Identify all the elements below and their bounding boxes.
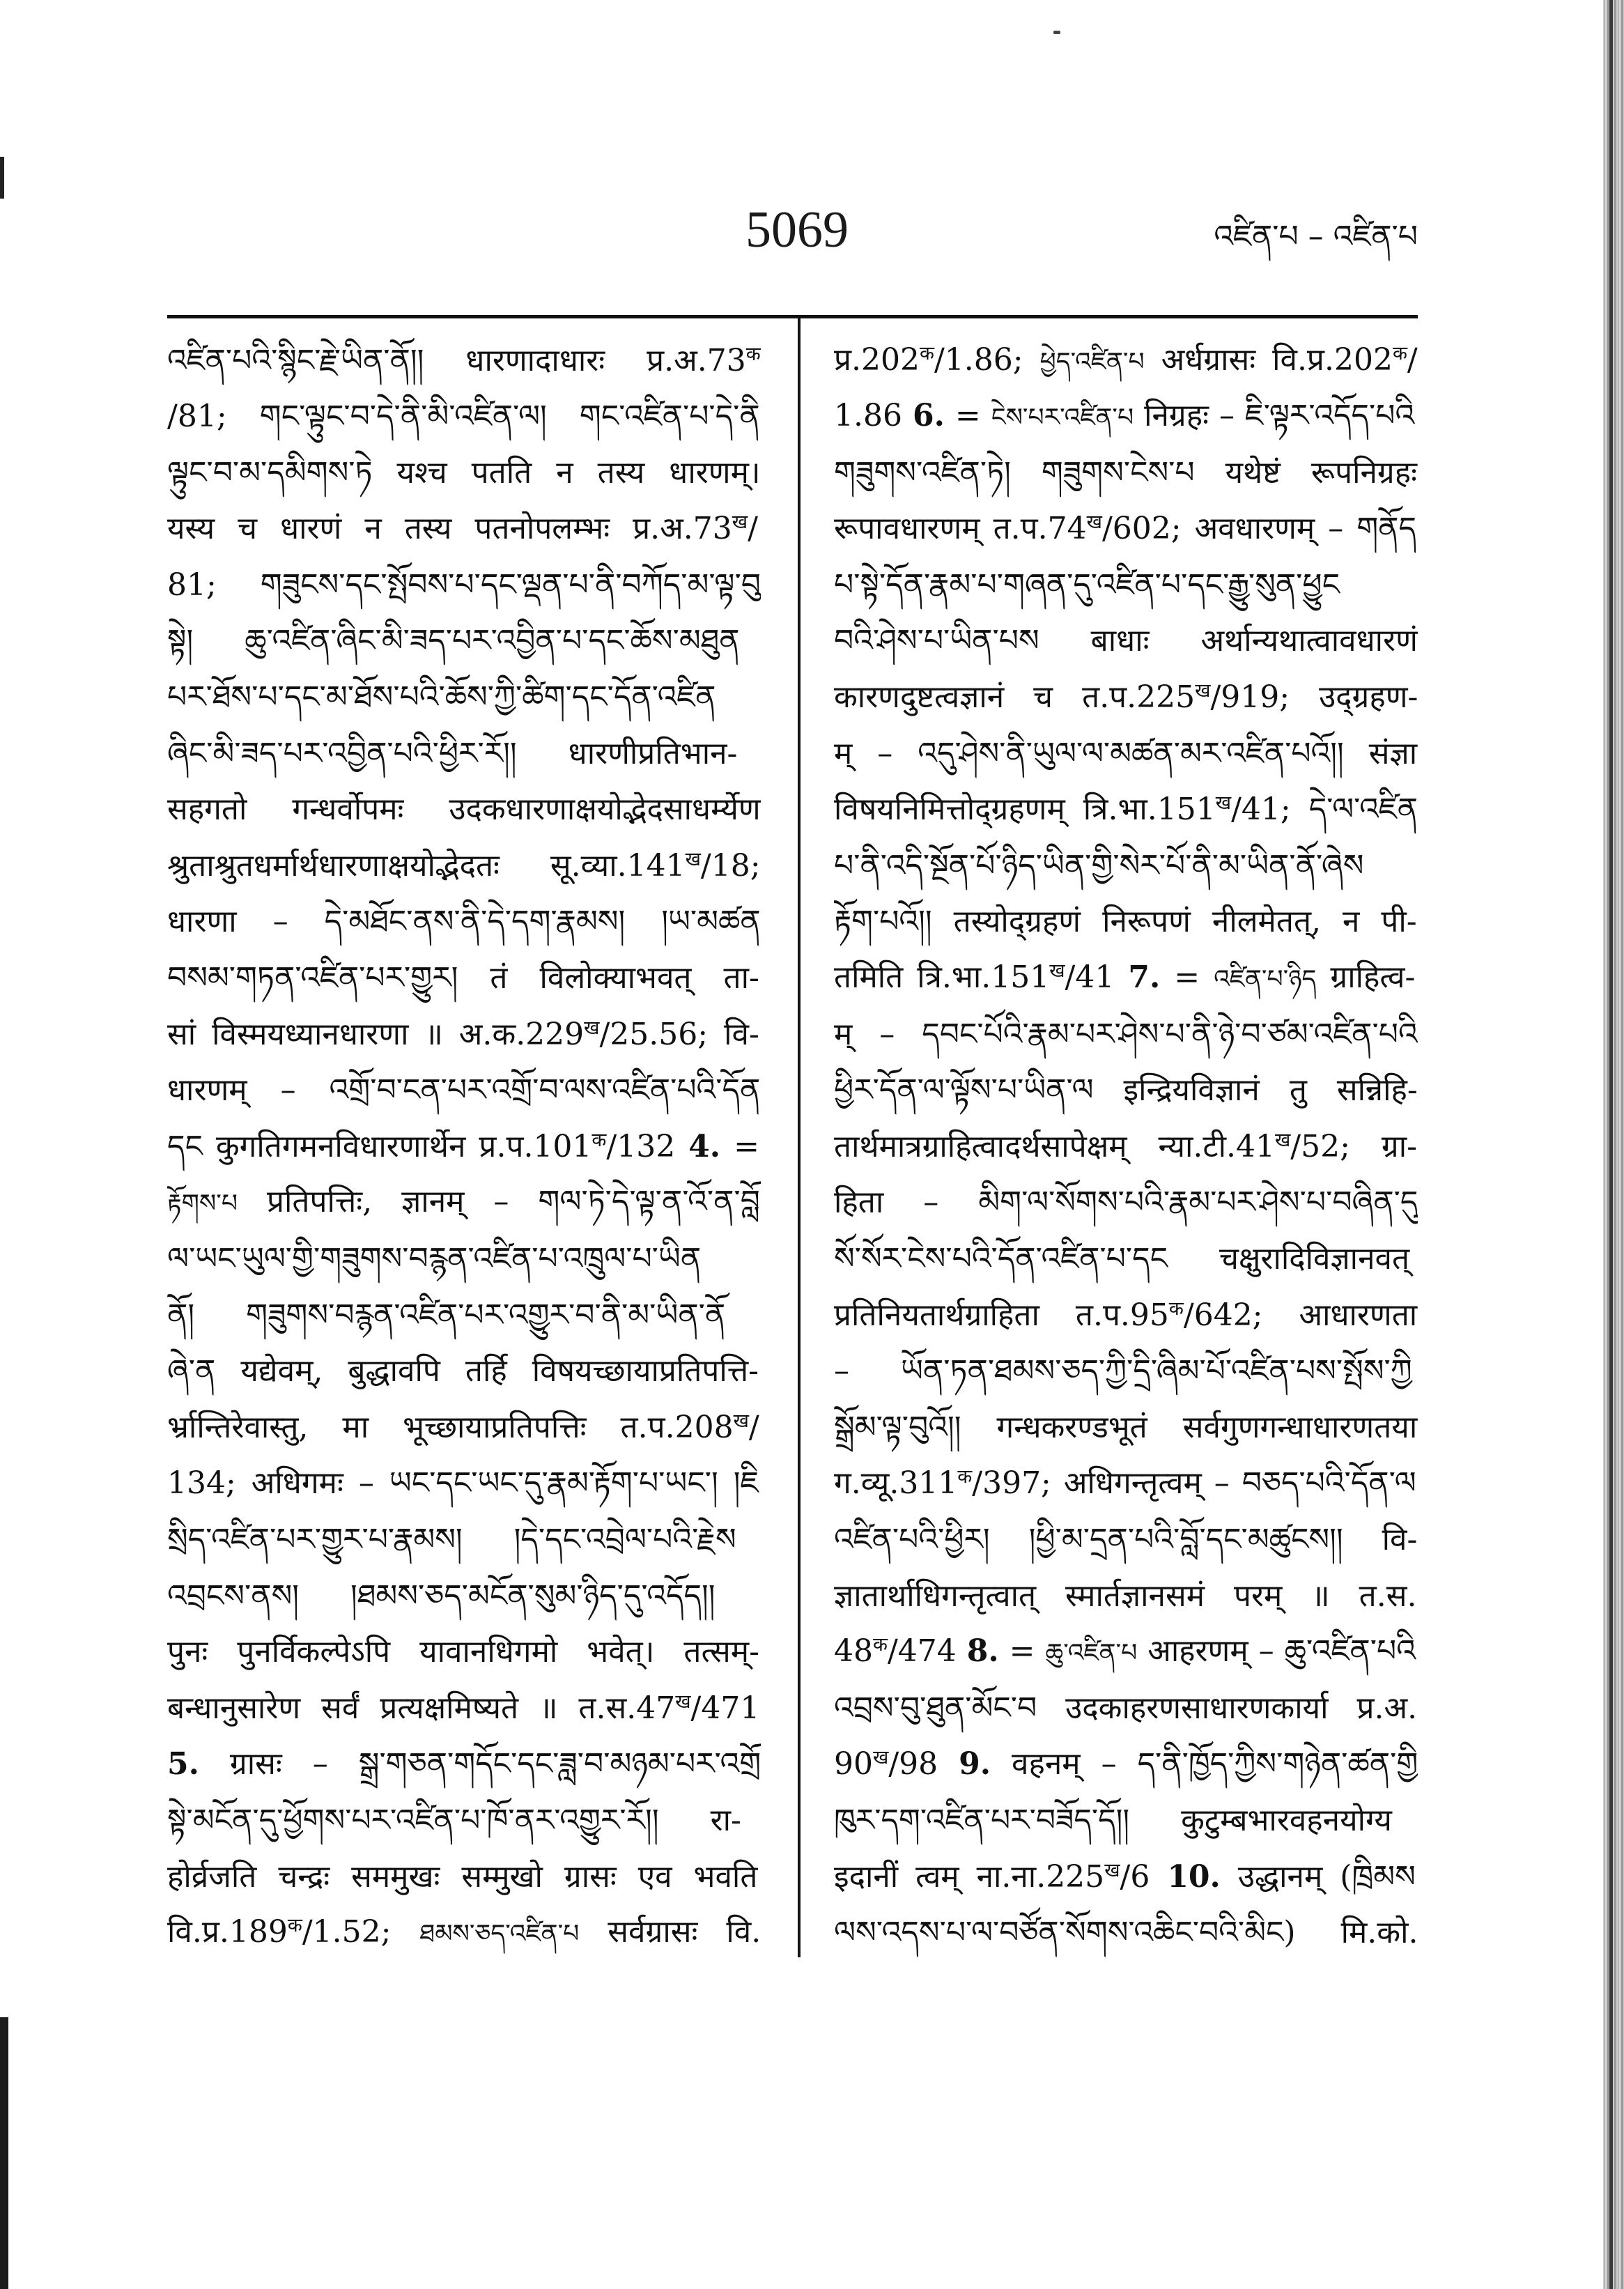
- text-line: [834, 1230, 1418, 1286]
- text-line: [167, 1679, 761, 1735]
- text-segment: म् – འདུ་ཤེས་ནི་ཡུལ་ལ་མཚན་མར་འཛིན་པའོ།། संज्ञा: [834, 735, 1418, 771]
- entry-number: 9.: [959, 1746, 991, 1782]
- text-line: [167, 1735, 761, 1791]
- text-line: [167, 555, 761, 612]
- line-content: [167, 726, 737, 780]
- line-content: [834, 1793, 1392, 1847]
- text-line: [167, 668, 761, 725]
- text-segment: श्रुताश्रुतधर्मार्थधारणाक्षयोद्भेदतः सू.व्या.141: [167, 847, 686, 884]
- text-segment: – ཡོན་ཏན་ཐམས་ཅད་ཀྱི་དྲི་ཞིམ་པོ་འཛིན་པས་སྤོས་ཀྱི: [834, 1353, 1412, 1389]
- line-content: [834, 1288, 1417, 1342]
- entry-number: 7.: [1128, 959, 1161, 996]
- text-segment: /919; उद्ग्रहण-: [1210, 679, 1418, 716]
- text-segment: གཟུགས་འཛིན་ཏེ། གཟུགས་ངེས་པ यथेष्टं रूपनिग्रहः: [834, 454, 1417, 491]
- line-content: [834, 950, 1415, 1005]
- left-column: [167, 331, 761, 1959]
- text-segment: =: [998, 1633, 1046, 1670]
- text-line: [167, 724, 761, 780]
- entry-number: 4.: [688, 1128, 721, 1164]
- scan-edge-right: [1603, 0, 1624, 2289]
- folio-side-superscript: ख: [584, 1017, 600, 1039]
- text-segment: =: [720, 1128, 759, 1164]
- line-content: [167, 389, 760, 443]
- scan-edge-mark-top-left: [0, 157, 4, 199]
- folio-side-superscript: क: [287, 1915, 302, 1937]
- line-content: [834, 1175, 1418, 1229]
- tibetan-term: འཛིན་པ་ཉིད: [1214, 964, 1317, 994]
- text-segment: བའི་ཤེས་པ་ཡིན་པས बाधाः अर्थान्यथात्वावधारणं: [834, 623, 1418, 659]
- text-line: [167, 1230, 761, 1286]
- text-line: [834, 780, 1418, 837]
- text-segment: प्रतिनियतार्थग्राहिता त.प.95: [834, 1297, 1169, 1333]
- text-segment: རྟོག་པའོ།། तस्योद्ग्रहणं निरूपणं नीलमेतत्, न पी-: [834, 904, 1417, 940]
- entry-number: 10.: [1167, 1858, 1221, 1895]
- text-segment: तमिति त्रि.भा.151: [834, 959, 1050, 996]
- tibetan-term: ཐམས་ཅད་འཛིན་པ: [419, 1919, 580, 1949]
- text-line: [834, 555, 1418, 612]
- line-content: [834, 670, 1418, 724]
- folio-side-superscript: ख: [1215, 792, 1232, 815]
- text-line: [167, 893, 761, 949]
- line-content: [167, 894, 761, 948]
- line-content: [834, 1456, 1416, 1510]
- line-content: [834, 445, 1417, 500]
- text-line: [834, 1735, 1418, 1791]
- line-content: [834, 332, 1418, 387]
- text-segment: /98: [888, 1746, 959, 1782]
- folio-side-superscript: ख: [675, 1690, 691, 1713]
- tibetan-term: ཕྱེད་འཛིན་པ: [1039, 346, 1145, 376]
- text-line: [834, 387, 1418, 444]
- line-content: [167, 1849, 757, 1904]
- text-segment: ལྟུང་བ་མ་དམིགས་ཏེ यश्च पतति न तस्य धारणम्।: [167, 454, 761, 491]
- text-segment: /18;: [700, 847, 761, 884]
- text-line: [167, 1847, 761, 1904]
- folio-side-superscript: ख: [1104, 1859, 1120, 1881]
- line-content: [834, 501, 1416, 555]
- text-segment: པ་སྟེ་དོན་རྣམ་པ་གཞན་དུ་འཛིན་པ་དང་རྒྱུ་སུན་ཕྱུང: [834, 567, 1340, 603]
- text-line: [167, 387, 761, 444]
- text-segment: /602; अवधारणम् – གནོད: [1101, 511, 1416, 547]
- text-segment: འབྲས་བུ་ཐུན་མོང་བ उदकाहरणसाधारणकार्या प्र.अ.: [834, 1690, 1418, 1726]
- text-segment: इदानीं त्वम् ना.ना.225: [834, 1858, 1105, 1895]
- text-segment: འཛིན་པའི་ཕྱིར། །ཕྱི་མ་དྲན་པའི་བློ་དང་མཚུངས།། वि-: [834, 1521, 1418, 1557]
- text-segment: /41; དེ་ལ་འཛིན: [1231, 792, 1418, 828]
- line-content: [834, 388, 1414, 443]
- text-segment: यस्य च धारणं न तस्य पतनोपलम्भः प्र.अ.73: [167, 511, 732, 547]
- folio-side-superscript: क: [1168, 1297, 1184, 1320]
- text-segment: सां विस्मयध्यानधारणा ॥ अ.क.229: [167, 1016, 585, 1052]
- text-segment: ཞེ་ན यद्येवम्, बुद्धावपि तर्हि विषयच्छायाप्रतिपत्ति-: [167, 1353, 759, 1389]
- text-segment: /: [748, 1409, 759, 1445]
- folio-side-superscript: ख: [1086, 511, 1102, 534]
- text-segment: रूपावधारणम् त.प.74: [834, 511, 1087, 547]
- scan-edge-mark-bottom-left: [0, 2017, 8, 2289]
- text-line: [167, 612, 761, 668]
- text-segment: ལས་འདས་པ་ལ་བཙོན་སོགས་འཆིང་བའི་མིང) मि.को.: [834, 1915, 1418, 1951]
- text-segment: /25.56; वि-: [599, 1016, 759, 1052]
- line-content: [834, 1681, 1417, 1735]
- line-content: [167, 445, 761, 500]
- line-content: [167, 1174, 760, 1229]
- text-segment: དང कुगतिगमनविधारणार्थेन प्र.प.101: [167, 1128, 592, 1164]
- text-segment: प्रतिपत्तिः, ज्ञानम् – གལ་ཏེ་དེ་ལྟ་ན་འོ་ན་བློ: [237, 1184, 760, 1220]
- line-content: [834, 1569, 1416, 1623]
- text-line: [834, 1173, 1418, 1230]
- text-segment: अर्धग्रासः वि.प्र.202: [1144, 341, 1393, 378]
- text-line: [167, 1904, 761, 1960]
- folio-side-superscript: क: [1392, 342, 1407, 364]
- entry-number: 5.: [167, 1746, 199, 1782]
- line-content: [167, 557, 761, 612]
- text-line: [167, 1005, 761, 1061]
- text-segment: 81; གཟུངས་དང་སྤོབས་པ་དང་ལྡན་པ་ནི་བཀོད་མ་ལྟ་བུ: [167, 567, 761, 603]
- text-segment: ग.व्यू.311: [834, 1465, 958, 1502]
- text-segment: तार्थमात्रग्राहित्वादर्थसापेक्षम् न्या.टी.41: [834, 1128, 1275, 1164]
- text-line: [167, 1566, 761, 1623]
- line-content: [834, 838, 1363, 893]
- line-content: [834, 1624, 1416, 1679]
- folio-side-superscript: क: [920, 342, 934, 364]
- line-content: [167, 1569, 715, 1623]
- text-line: [834, 1398, 1418, 1454]
- text-line: [834, 1342, 1418, 1398]
- line-content: [167, 1007, 759, 1061]
- text-segment: धारणा – དེ་མཐོང་ནས་ནི་དེ་དག་རྣམས། །ཡ་མཚན: [167, 904, 761, 940]
- text-line: [834, 500, 1418, 556]
- line-content: [167, 1681, 759, 1735]
- tibetan-term: རྟོགས་པ: [167, 1189, 238, 1219]
- text-segment: र्भ्रान्तिरेवास्तु, मा भूच्छायाप्रतिपत्तिः त.प.208: [167, 1409, 734, 1445]
- line-content: [167, 1624, 759, 1679]
- scan-speck: [1053, 31, 1060, 34]
- text-line: [167, 443, 761, 500]
- text-segment: /81; གང་ལྟུང་བ་དེ་ནི་མི་འཛིན་ལ། གང་འཛིན་པ་དེ་ནི: [167, 399, 760, 435]
- line-content: [834, 782, 1418, 836]
- text-segment: /: [748, 511, 758, 547]
- line-content: [834, 1007, 1418, 1061]
- text-segment: /132: [606, 1128, 689, 1164]
- text-segment: हिता – མིག་ལ་སོགས་པའི་རྣམ་པར་ཤེས་པ་བཞིན་དུ: [834, 1185, 1418, 1221]
- text-segment: ནོ། གཟུགས་བརྙན་འཛིན་པར་འགྱུར་བ་ནི་མ་ཡིན་ནོ: [167, 1297, 726, 1333]
- line-content: [167, 1343, 759, 1398]
- text-line: [834, 1904, 1418, 1960]
- text-line: [167, 1791, 761, 1847]
- text-segment: /397; अधिगन्तृत्वम् – བཅད་པའི་དོན་ལ: [972, 1465, 1416, 1502]
- text-segment: སྟེ་མངོན་དུ་ཕྱོགས་པར་འཛིན་པ་ཁོ་ནར་འགྱུར་རོ།། रा-: [167, 1802, 741, 1838]
- line-content: [834, 1343, 1412, 1398]
- folio-side-superscript: ख: [685, 848, 701, 870]
- text-segment: सर्वग्रासः वि.: [579, 1914, 761, 1950]
- text-line: [167, 1623, 761, 1679]
- text-segment: པ་ནི་འདི་སྔོན་པོ་ཉིད་ཡིན་གྱི་སེར་པོ་ནི་མ་ཡིན་ནོ་ཞེས: [834, 847, 1364, 884]
- tibetan-term: ངེས་པར་འཛིན་པ: [991, 403, 1134, 433]
- text-segment: སྟེ། ཆུ་འཛིན་ཞིང་མི་ཟད་པར་འབྱིན་པ་དང་ཆོས་མཐུན: [167, 623, 740, 659]
- line-content: [167, 1456, 759, 1510]
- text-segment: विषयनिमित्तोद्ग्रहणम् त्रि.भा.151: [834, 792, 1216, 828]
- text-segment: འབྲངས་ནས། །ཐམས་ཅད་མངོན་སུམ་ཉིད་དུ་འདོད།།: [167, 1578, 716, 1614]
- line-content: [167, 501, 758, 555]
- line-content: [167, 1512, 736, 1566]
- line-content: [167, 1400, 759, 1454]
- text-segment: =: [1160, 959, 1214, 996]
- text-segment: སྲིད་འཛིན་པར་གྱུར་པ་རྣམས། །དེ་དང་འབྲེལ་པའི་རྗེས: [167, 1521, 736, 1557]
- folio-side-superscript: क: [591, 1129, 607, 1151]
- text-segment: ग्रासः – སྒྲ་གཅན་གདོང་དང་ཟླ་བ་མཉམ་པར་འགྲོ: [199, 1746, 761, 1782]
- text-line: [834, 1061, 1418, 1118]
- text-line: [167, 1398, 761, 1454]
- text-line: [834, 724, 1418, 780]
- line-content: [834, 1905, 1418, 1959]
- line-content: [167, 1288, 725, 1342]
- text-line: [834, 893, 1418, 949]
- text-segment: /41: [1065, 959, 1129, 996]
- text-segment: པར་ཐོས་པ་དང་མ་ཐོས་པའི་ཆོས་ཀྱི་ཚིག་དང་དོན་འཛིན: [167, 679, 716, 716]
- text-segment: सहगतो गन्धर्वोपमः उदकधारणाक्षयोद्भेदसाधर्म्येण: [167, 792, 761, 828]
- right-column: [834, 331, 1418, 1959]
- text-line: [834, 443, 1418, 500]
- line-content: [167, 838, 761, 893]
- text-line: [834, 949, 1418, 1005]
- line-content: [834, 1400, 1417, 1454]
- text-segment: वि.प्र.189: [167, 1914, 288, 1950]
- text-line: [167, 1173, 761, 1230]
- text-segment: =: [944, 398, 991, 434]
- text-segment: पुनः पुनर्विकल्पेऽपि यावानधिगमो भवेत्। तत्सम्-: [167, 1634, 759, 1670]
- tibetan-term: ཆུ་འཛིན་པ: [1045, 1638, 1138, 1668]
- text-segment: /642; आधारणता: [1183, 1297, 1418, 1333]
- text-segment: /52; ग्रा-: [1290, 1128, 1417, 1164]
- text-segment: /471: [690, 1690, 760, 1726]
- text-line: [167, 836, 761, 893]
- line-content: [167, 1736, 761, 1791]
- text-segment: ལ་ཡང་ཡུལ་གྱི་གཟུགས་བརྙན་འཛིན་པ་འཁྲུལ་པ་ཡིན: [167, 1241, 702, 1277]
- text-segment: बन्धानुसारेण सर्वं प्रत्यक्षमिष्यते ॥ त.स.47: [167, 1690, 676, 1726]
- text-segment: /1.52;: [302, 1914, 420, 1950]
- text-line: [834, 612, 1418, 668]
- line-content: [167, 670, 716, 724]
- entry-number: 6.: [912, 398, 945, 434]
- running-head: འཛིན་པ – འཛིན་པ: [1214, 219, 1418, 254]
- text-segment: སོ་སོར་ངེས་པའི་དོན་འཛིན་པ་དང चक्षुरादिविज्ञानवत्: [834, 1241, 1410, 1277]
- text-line: [834, 1623, 1418, 1679]
- text-line: [167, 331, 761, 387]
- text-segment: आहरणम् – ཆུ་འཛིན་པའི: [1137, 1633, 1416, 1670]
- folio-side-superscript: ख: [732, 511, 748, 534]
- line-content: [167, 613, 740, 668]
- folio-side-superscript: क: [745, 343, 761, 365]
- text-segment: 134; अधिगमः – ཡང་དང་ཡང་དུ་རྣམ་རྟོག་པ་ཡང༌། །ཇི: [167, 1465, 759, 1502]
- line-content: [167, 1904, 761, 1959]
- line-content: [167, 1231, 701, 1286]
- text-segment: ཞིང་མི་ཟད་པར་འབྱིན་པའི་ཕྱིར་རོ།། धारणीप्रतिभान-: [167, 735, 738, 771]
- text-line: [834, 331, 1418, 387]
- folio-side-superscript: क: [873, 1634, 888, 1656]
- line-content: [834, 1849, 1416, 1904]
- text-line: [167, 500, 761, 556]
- line-content: [834, 613, 1418, 668]
- line-content: [834, 1231, 1409, 1286]
- folio-side-superscript: क: [957, 1466, 973, 1488]
- text-line: [834, 1005, 1418, 1061]
- text-segment: ज्ञातार्थाधिगन्तृत्वात् स्मार्तज्ञानसमं परम् ॥ त.स.: [834, 1578, 1417, 1614]
- text-line: [167, 1286, 761, 1342]
- line-content: [834, 1119, 1417, 1173]
- text-segment: 90: [834, 1746, 873, 1782]
- text-segment: འཛིན་པའི་སྙིང་རྗེ་ཡིན་ནོ།། धारणादाधारः प्र.अ.73: [167, 342, 746, 378]
- text-line: [834, 1847, 1418, 1904]
- line-content: [167, 1793, 741, 1847]
- header-rule: [167, 315, 1418, 318]
- text-segment: धारणम् – འགྲོ་བ་ངན་པར་འགྲོ་བ་ལས་འཛིན་པའི་དོན: [167, 1072, 761, 1109]
- line-content: [834, 1063, 1418, 1117]
- text-line: [834, 836, 1418, 893]
- text-line: [834, 1454, 1418, 1511]
- folio-side-superscript: ख: [873, 1747, 889, 1769]
- line-content: [167, 1063, 760, 1117]
- line-content: [834, 726, 1417, 780]
- line-content: [167, 1119, 759, 1173]
- text-segment: ཁུར་དག་འཛིན་པར་བཟོད་དོ།། कुटुम्बभारवहनयोग्य: [834, 1802, 1392, 1838]
- text-segment: उद्धानम् (ཁྲིམས: [1220, 1858, 1416, 1895]
- folio-side-superscript: ख: [1195, 680, 1211, 702]
- text-line: [167, 1510, 761, 1566]
- text-line: [834, 1117, 1418, 1173]
- line-content: [167, 950, 759, 1005]
- text-line: [834, 1286, 1418, 1342]
- text-segment: /1.86;: [934, 341, 1040, 378]
- line-content: [167, 782, 761, 836]
- text-segment: /: [1407, 341, 1418, 378]
- text-segment: བསམ་གཏན་འཛིན་པར་གྱུར། तं विलोक्याभवत् ता-: [167, 960, 759, 996]
- line-content: [834, 894, 1417, 948]
- text-segment: वहनम् – ད་ནི་ཁྱོད་ཀྱིས་གཉེན་ཚན་གྱི: [991, 1746, 1418, 1782]
- text-segment: /474: [887, 1633, 967, 1670]
- folio-side-superscript: ख: [1049, 960, 1065, 982]
- line-content: [167, 333, 761, 387]
- scan-edge-right-line: [1609, 0, 1613, 2289]
- text-line: [167, 780, 761, 837]
- text-line: [834, 1510, 1418, 1566]
- text-line: [834, 1791, 1418, 1847]
- entry-number: 8.: [966, 1633, 999, 1670]
- text-segment: म् – དབང་པོའི་རྣམ་པར་ཤེས་པ་ནི་ཉེ་བ་ཙམ་འཛིན་པའི: [834, 1016, 1418, 1052]
- text-segment: ཕྱིར་དོན་ལ་ལྟོས་པ་ཡིན་ལ इन्द्रियविज्ञानं तु सन्निहि-: [834, 1072, 1418, 1109]
- text-line: [834, 1566, 1418, 1623]
- text-line: [167, 949, 761, 1005]
- text-segment: प्र.202: [834, 341, 920, 378]
- column-divider: [798, 318, 801, 1957]
- line-content: [834, 1736, 1418, 1791]
- text-line: [834, 668, 1418, 725]
- text-segment: होर्व्रजति चन्द्रः सममुखः सम्मुखो ग्रासः एव भवति: [167, 1858, 758, 1895]
- text-line: [167, 1342, 761, 1398]
- text-line: [167, 1454, 761, 1511]
- text-segment: སྒྲོམ་ལྟ་བུའོ།། गन्धकरण्डभूतं सर्वगुणगन्धाधारणतया: [834, 1409, 1418, 1445]
- folio-side-superscript: ख: [733, 1410, 749, 1432]
- text-segment: 1.86: [834, 398, 913, 434]
- text-line: [834, 1679, 1418, 1735]
- text-segment: कारणदुष्टत्वज्ञानं च त.प.225: [834, 679, 1196, 716]
- text-segment: /6: [1120, 1858, 1168, 1895]
- text-line: [167, 1117, 761, 1173]
- text-line: [167, 1061, 761, 1118]
- folio-side-superscript: ख: [1274, 1129, 1291, 1151]
- text-segment: 48: [834, 1633, 873, 1670]
- text-segment: ग्राहित्व-: [1316, 959, 1416, 996]
- line-content: [834, 1512, 1417, 1566]
- line-content: [834, 557, 1340, 612]
- text-segment: निग्रहः – ཇི་ལྟར་འདོད་པའི: [1134, 398, 1415, 434]
- page-number: 5069: [745, 201, 849, 259]
